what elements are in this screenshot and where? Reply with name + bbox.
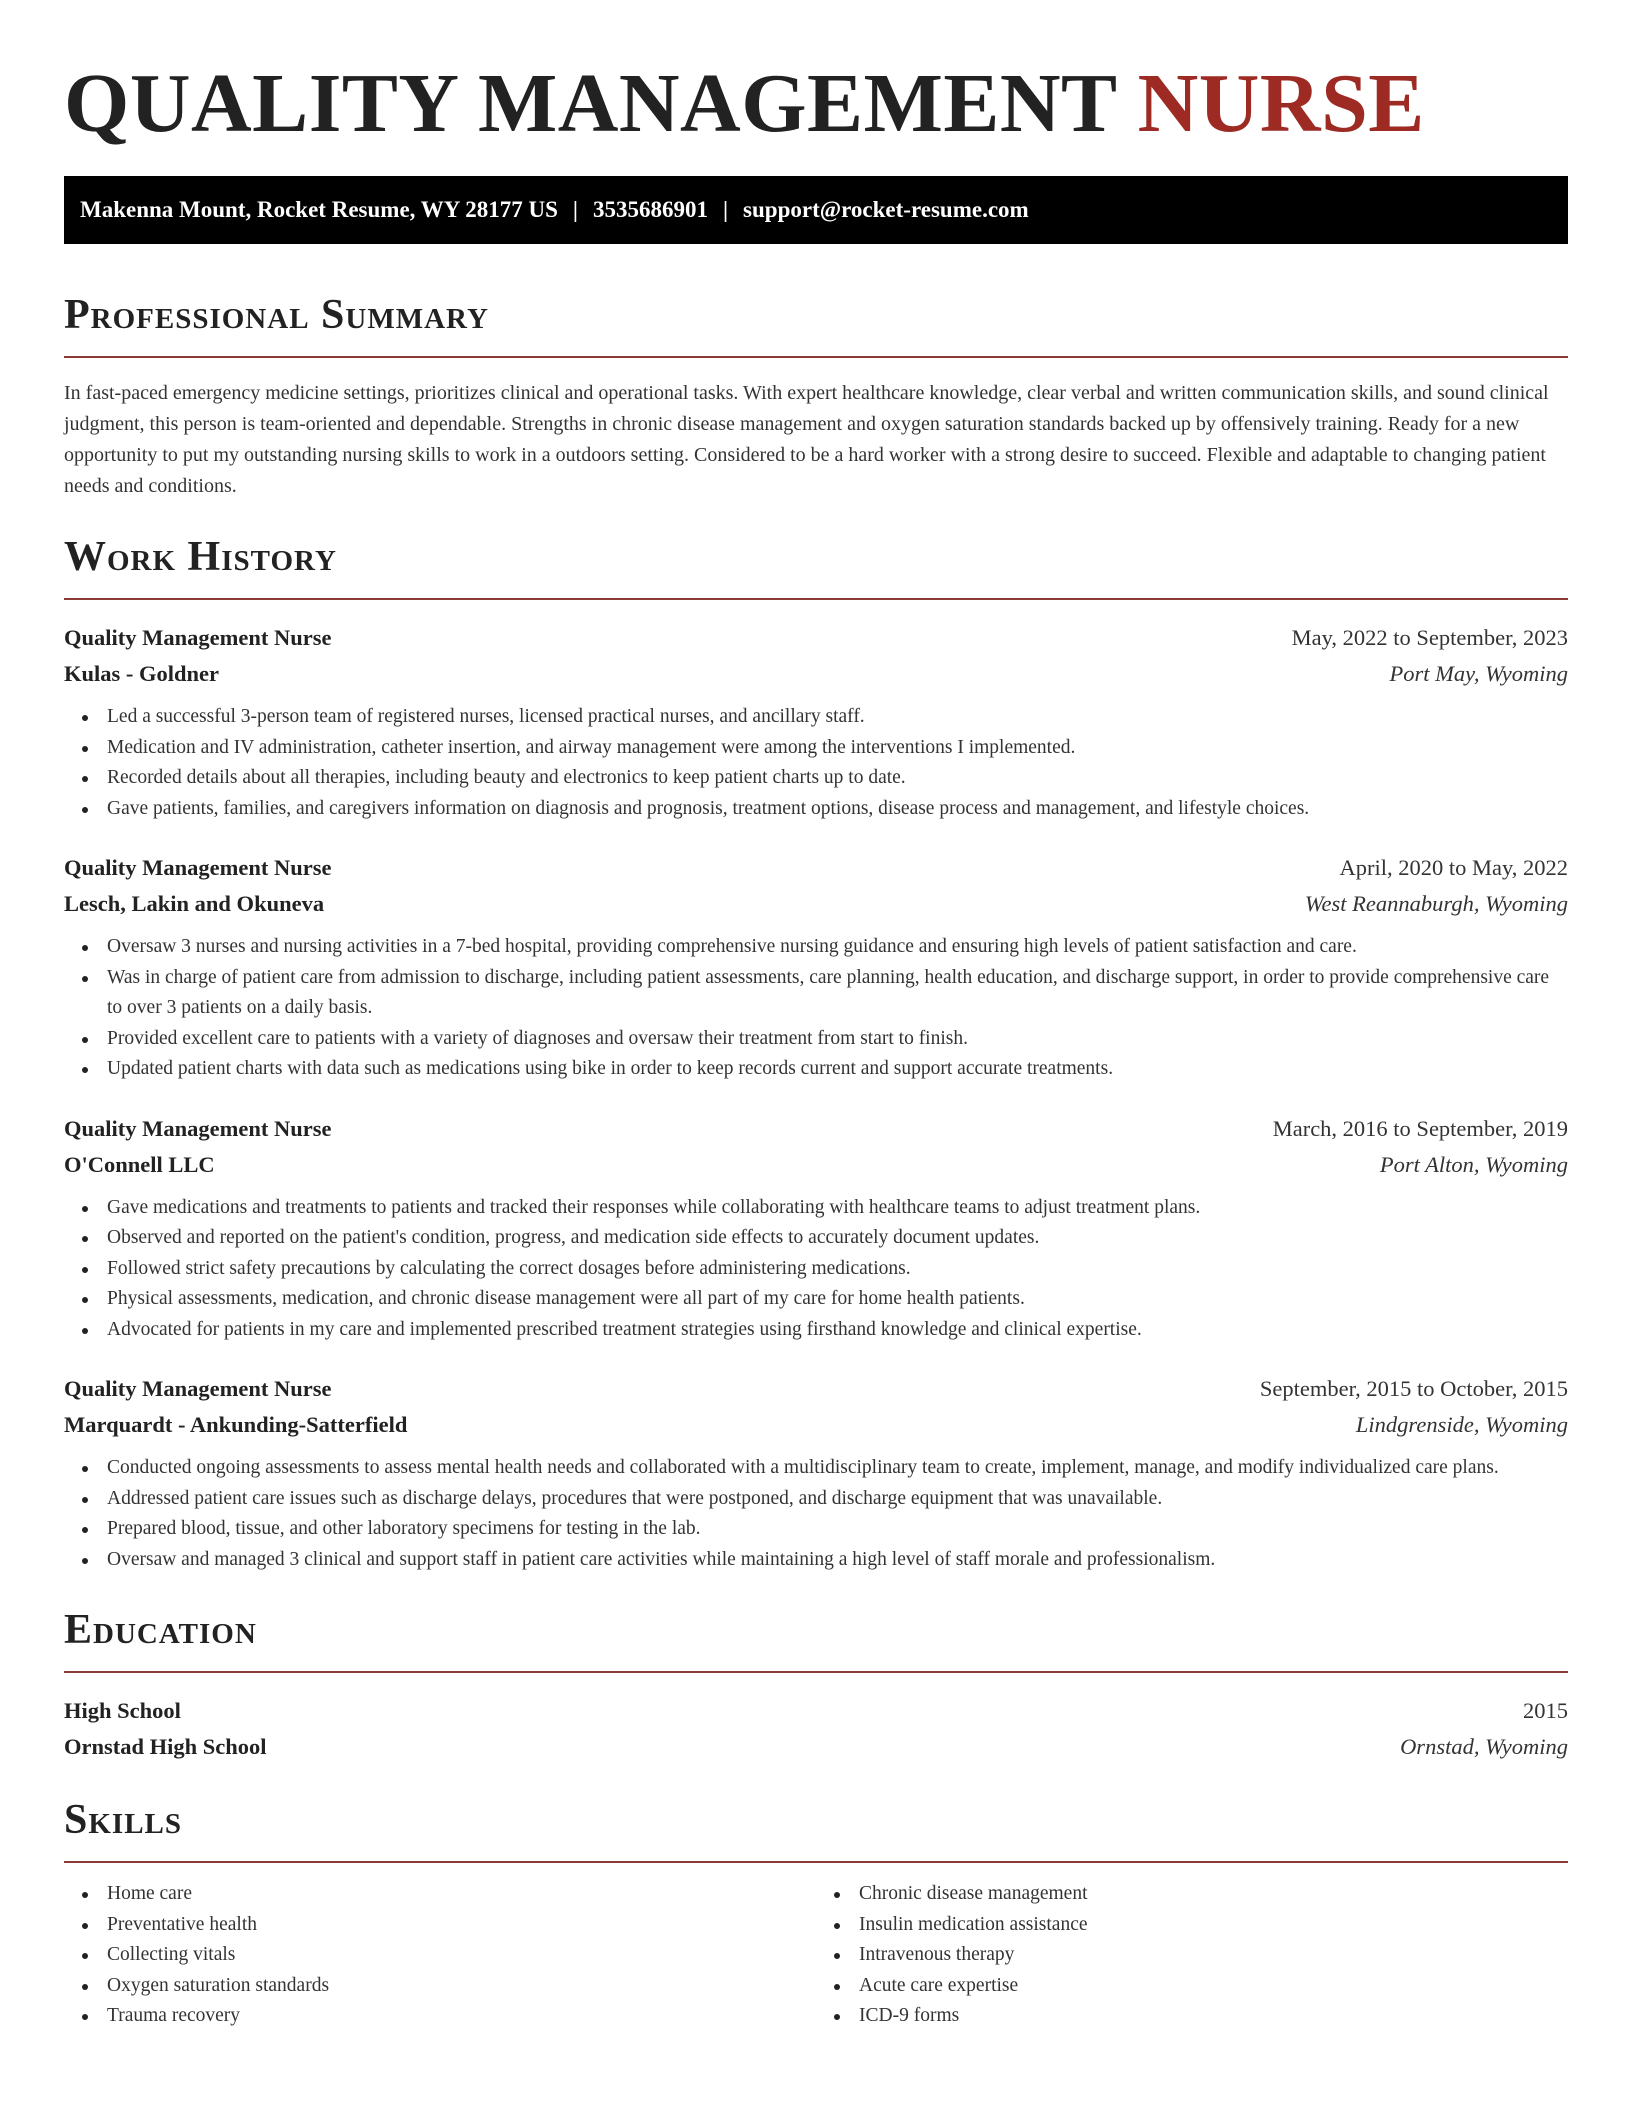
- job-bullets: [64, 932, 1568, 1085]
- job-company-row: [64, 1407, 1568, 1443]
- skill-item: Acute care expertise: [859, 1971, 1568, 2002]
- contact-phone[interactable]: 3535686901: [592, 197, 708, 222]
- job-bullet: Gave medications and treatments to patients and tracked their responses while collaborating with healthcare teams to adjust treatment plans.: [107, 1193, 1568, 1224]
- skill-item: Chronic disease management: [859, 1879, 1568, 1910]
- skills-list: [64, 1879, 816, 2032]
- job-company: Marquardt - Ankunding-Satterfield: [64, 1412, 408, 1437]
- job-bullet: Observed and reported on the patient's condition, progress, and medication side effects to accurately document updates.: [107, 1223, 1568, 1254]
- contact-email[interactable]: support@rocket-resume.com: [743, 197, 1029, 222]
- job-bullet: Updated patient charts with data such as medications using bike in order to keep records current and support accurate treatments.: [107, 1054, 1568, 1085]
- education-degree: High School: [64, 1698, 181, 1723]
- job-title: Quality Management Nurse: [64, 625, 332, 650]
- job-bullet: Provided excellent care to patients with a variety of diagnoses and oversaw their treatment from start to finish.: [107, 1024, 1568, 1055]
- skill-item: Insulin medication assistance: [859, 1910, 1568, 1941]
- section-divider: [64, 356, 1568, 358]
- skills-section: [64, 1793, 1568, 2032]
- job-bullet: Conducted ongoing assessments to assess mental health needs and collaborated with a multidisciplinary team to create, implement, manage, and modify individualized care plans.: [107, 1453, 1568, 1484]
- job-bullet: Was in charge of patient care from admission to discharge, including patient assessments, care planning, health education, and discharge support, in order to provide comprehensive care to over 3 patients on a daily basis.: [107, 963, 1568, 1024]
- job-bullet: Advocated for patients in my care and implemented prescribed treatment strategies using firsthand knowledge and clinical expertise.: [107, 1315, 1568, 1346]
- title-main: QUALITY MANAGEMENT: [64, 57, 1117, 150]
- job-entry: [64, 850, 1568, 1085]
- skills-list: [816, 1879, 1568, 2032]
- job-location: Port May, Wyoming: [1389, 661, 1568, 686]
- job-company: Lesch, Lakin and Okuneva: [64, 891, 325, 916]
- summary-heading: Professional Summary: [64, 292, 489, 338]
- education-year: 2015: [1523, 1698, 1568, 1723]
- job-bullet: Prepared blood, tissue, and other laboratory specimens for testing in the lab.: [107, 1514, 1568, 1545]
- section-divider: [64, 598, 1568, 600]
- skills-grid: [64, 1879, 1568, 2032]
- job-bullet: Medication and IV administration, catheter insertion, and airway management were among the interventions I implemented.: [107, 733, 1568, 764]
- job-bullets: [64, 1193, 1568, 1346]
- summary-section: [64, 288, 1568, 502]
- contact-separator: |: [572, 197, 578, 222]
- education-school-row: [64, 1729, 1568, 1765]
- job-bullet: Oversaw 3 nurses and nursing activities in a 7-bed hospital, providing comprehensive nursing guidance and ensuring high levels of patient satisfaction and care.: [107, 932, 1568, 963]
- job-dates: May, 2022 to September, 2023: [1291, 625, 1568, 650]
- skills-column-right: [816, 1879, 1568, 2032]
- education-header-row: [64, 1693, 1568, 1729]
- job-company-row: [64, 1147, 1568, 1183]
- education-school: Ornstad High School: [64, 1734, 267, 1759]
- work-history-heading: Work History: [64, 534, 337, 580]
- job-title: Quality Management Nurse: [64, 855, 332, 880]
- job-bullet: Gave patients, families, and caregivers information on diagnosis and prognosis, treatment options, disease process and management, and lifestyle choices.: [107, 794, 1568, 825]
- job-dates: April, 2020 to May, 2022: [1339, 855, 1568, 880]
- skill-item: Preventative health: [107, 1910, 816, 1941]
- job-bullet: Oversaw and managed 3 clinical and support staff in patient care activities while maintaining a high level of staff morale and professionalism.: [107, 1545, 1568, 1576]
- job-header-row: [64, 850, 1568, 886]
- summary-text: In fast-paced emergency medicine settings, prioritizes clinical and operational tasks. With expert healthcare knowledge, clear verbal and written communication skills, and sound clinical judgment, this person is team-oriented and dependable. Strengths in chronic disease management and oxygen saturation standards backed up by offensively training. Ready for a new opportunity to put my outstanding nursing skills to work in a outdoors setting. Considered to be a hard worker with a strong desire to succeed. Flexible and adaptable to changing patient needs and conditions.: [64, 382, 1549, 497]
- contact-separator: |: [722, 197, 729, 222]
- education-entry: [64, 1693, 1568, 1765]
- skill-item: Oxygen saturation standards: [107, 1971, 816, 2002]
- job-location: Lindgrenside, Wyoming: [1355, 1412, 1568, 1437]
- skill-item: Intravenous therapy: [859, 1940, 1568, 1971]
- skills-column-left: [64, 1879, 816, 2032]
- skill-item: Home care: [107, 1879, 816, 1910]
- contact-bar: [64, 176, 1568, 244]
- section-divider: [64, 1861, 1568, 1863]
- job-company: Kulas - Goldner: [64, 661, 220, 686]
- job-header-row: [64, 620, 1568, 656]
- work-history-section: [64, 530, 1568, 1575]
- skills-heading: Skills: [64, 1797, 183, 1843]
- education-heading: Education: [64, 1607, 257, 1653]
- job-entry: [64, 1371, 1568, 1575]
- job-title: Quality Management Nurse: [64, 1376, 332, 1401]
- job-bullets: [64, 702, 1568, 824]
- job-bullet: Physical assessments, medication, and chronic disease management were all part of my care for home health patients.: [107, 1284, 1568, 1315]
- job-dates: March, 2016 to September, 2019: [1272, 1115, 1568, 1141]
- job-header-row: [64, 1371, 1568, 1407]
- education-section: [64, 1603, 1568, 1765]
- skill-item: ICD-9 forms: [859, 2001, 1568, 2032]
- title-accent: NURSE: [1137, 57, 1425, 150]
- job-bullet: Recorded details about all therapies, including beauty and electronics to keep patient charts up to date.: [107, 763, 1568, 794]
- skill-item: Collecting vitals: [107, 1940, 816, 1971]
- job-location: West Reannaburgh, Wyoming: [1304, 891, 1568, 916]
- job-bullet: Addressed patient care issues such as discharge delays, procedures that were postponed, and discharge equipment that was unavailable.: [107, 1484, 1568, 1515]
- job-company-row: [64, 656, 1568, 692]
- job-title: Quality Management Nurse: [64, 1115, 332, 1141]
- job-dates: September, 2015 to October, 2015: [1259, 1376, 1568, 1401]
- job-header-row: [64, 1111, 1568, 1147]
- resume-title: [64, 48, 1568, 160]
- job-bullets: [64, 1453, 1568, 1575]
- education-location: Ornstad, Wyoming: [1400, 1734, 1568, 1759]
- job-location: Port Alton, Wyoming: [1379, 1151, 1568, 1177]
- job-bullet: Followed strict safety precautions by calculating the correct dosages before administering medications.: [107, 1254, 1568, 1285]
- job-company-row: [64, 886, 1568, 922]
- skill-item: Trauma recovery: [107, 2001, 816, 2032]
- job-entry: [64, 1111, 1568, 1346]
- section-divider: [64, 1671, 1568, 1673]
- job-entry: [64, 620, 1568, 824]
- contact-address: Makenna Mount, Rocket Resume, WY 28177 US: [80, 197, 558, 222]
- job-company: O'Connell LLC: [64, 1151, 215, 1177]
- job-bullet: Led a successful 3-person team of registered nurses, licensed practical nurses, and ancillary staff.: [107, 702, 1568, 733]
